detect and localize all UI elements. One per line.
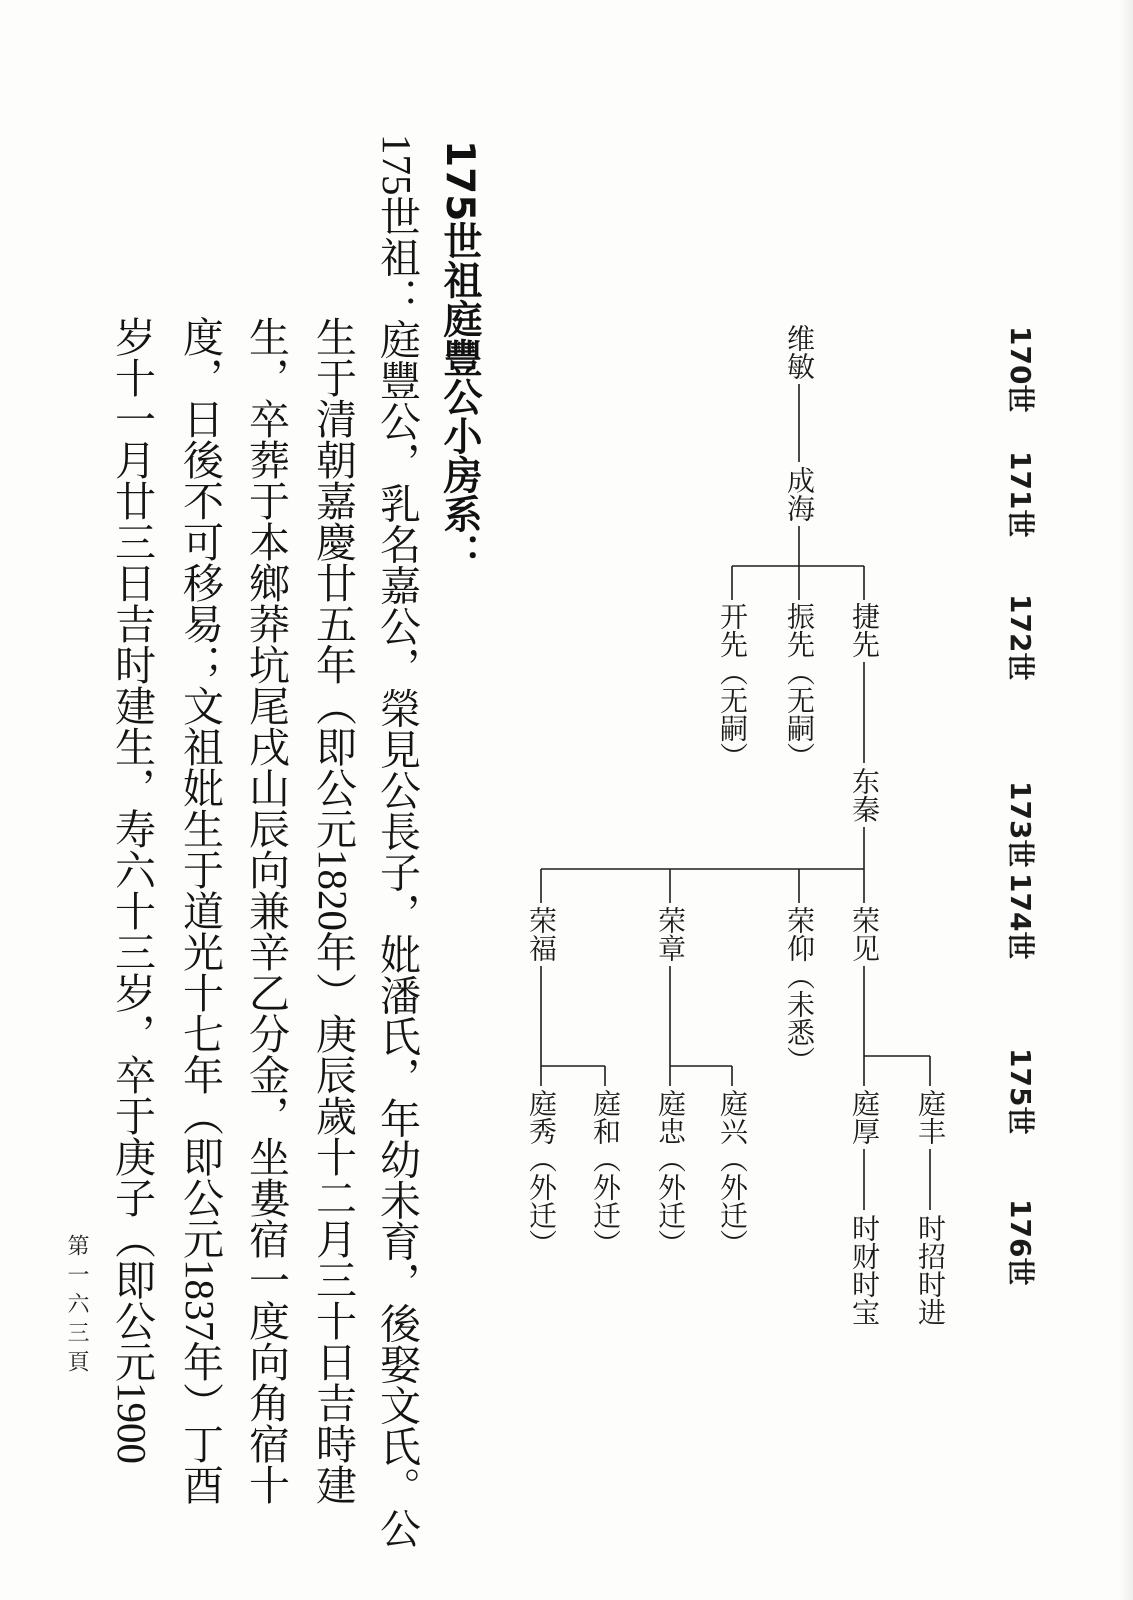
tree-node: 维敏 bbox=[783, 324, 816, 380]
tree-node: 开先（无嗣） bbox=[716, 602, 749, 770]
generation-label: 174世 bbox=[1004, 873, 1037, 960]
tree-node: 成海 bbox=[783, 466, 816, 522]
tree-node: 时财时宝 bbox=[848, 1214, 881, 1326]
body-column: 生，卒葬于本鄉莽坑尾戌山辰向兼辛乙分金，坐婁宿一度向角宿十 bbox=[243, 316, 289, 1505]
tree-node: 庭秀（外迁） bbox=[525, 1089, 558, 1257]
tree-node: 捷先 bbox=[848, 602, 881, 658]
generation-label: 172世 bbox=[1004, 594, 1037, 681]
tree-node: 庭厚 bbox=[848, 1089, 881, 1145]
tree-node: 庭和（外迁） bbox=[589, 1089, 622, 1257]
tree-node: 庭丰 bbox=[914, 1089, 947, 1145]
tree-node: 庭兴（外迁） bbox=[716, 1089, 749, 1257]
generation-label: 170世 bbox=[1004, 326, 1037, 413]
body-column: 175世祖：庭豐公，乳名嘉公，榮見公長子，妣潘氏，年幼未育，後娶文氏。公 bbox=[374, 134, 420, 1549]
tree-node: 振先（无嗣） bbox=[783, 602, 816, 770]
tree-node: 荣见 bbox=[848, 906, 881, 962]
tree-node: 荣仰（未悉） bbox=[783, 906, 816, 1074]
tree-node: 东秦 bbox=[848, 767, 881, 823]
body-column: 生于清朝嘉慶廿五年（即公元1820年）庚辰歲十二月三十日吉時建 bbox=[310, 316, 356, 1505]
page-number: 第一六三頁 bbox=[65, 1234, 90, 1379]
generation-label: 171世 bbox=[1004, 451, 1037, 538]
body-column: 度，日後不可移易；文祖妣生于道光十七年（即公元1837年）丁酉 bbox=[177, 316, 223, 1505]
tree-node: 庭忠（外迁） bbox=[654, 1089, 687, 1257]
generation-label: 173世 bbox=[1004, 781, 1037, 868]
tree-node: 时招时进 bbox=[914, 1214, 947, 1326]
generation-label: 175世 bbox=[1004, 1048, 1037, 1135]
body-column: 岁十一月廿三日吉时建生，寿六十三岁，卒于庚子（即公元1900 bbox=[109, 316, 155, 1464]
generation-label: 176世 bbox=[1004, 1199, 1037, 1286]
tree-node: 荣章 bbox=[654, 906, 687, 962]
section-heading: 175世祖庭豐公小房系： bbox=[437, 140, 482, 573]
tree-node: 荣福 bbox=[525, 906, 558, 962]
